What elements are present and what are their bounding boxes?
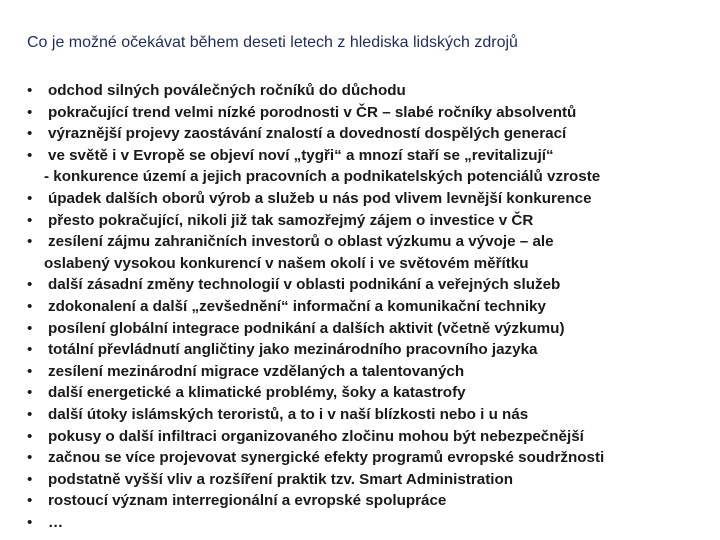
bullet-icon: • (27, 233, 33, 251)
bullet-icon: • (27, 82, 33, 99)
list-item-text: zesílení zájmu zahraničních investorů o oblast výzkumu a vývoje – ale (48, 233, 554, 251)
list-item (0, 123, 720, 145)
list-item (0, 469, 720, 491)
bullet-list (0, 80, 720, 533)
list-item (0, 296, 720, 318)
list-item-continuation (0, 253, 720, 275)
list-item (0, 404, 720, 426)
list-item-text: zesílení mezinárodní migrace vzdělaných a talentovaných (48, 362, 465, 380)
bullet-icon: • (27, 492, 33, 510)
slide-title: Co je možné očekávat během deseti letech z hlediska lidských zdrojů (27, 34, 518, 51)
list-item-text: další energetické a klimatické problémy, šoky a katastrofy (48, 384, 466, 402)
bullet-icon: • (27, 513, 33, 531)
list-item-text: pokusy o další infiltraci organizovaného zločinu mohou být nebezpečnější (48, 427, 584, 445)
list-item-text: zdokonalení a další „zevšednění“ informační a komunikační techniky (48, 297, 546, 315)
bullet-icon: • (27, 297, 33, 315)
list-item (0, 512, 720, 534)
list-item-text: začnou se více projevovat synergické efekty programů evropské soudržnosti (48, 449, 605, 467)
bullet-icon: • (27, 449, 33, 467)
list-item (0, 188, 720, 210)
bullet-icon: • (27, 341, 33, 359)
list-item-text: odchod silných poválečných ročníků do důchodu (48, 82, 406, 99)
bullet-icon: • (27, 384, 33, 402)
list-item-text: úpadek dalších oborů výrob a služeb u nás pod vlivem levnější konkurence (48, 189, 592, 207)
bullet-icon: • (27, 146, 33, 164)
list-item-text: ve světě i v Evropě se objeví noví „tygři“ a mnozí staří se „revitalizují“ (48, 146, 554, 164)
bullet-icon: • (27, 276, 33, 294)
list-item-text: … (48, 513, 64, 531)
list-item (0, 426, 720, 448)
list-item (0, 447, 720, 469)
list-item-text: rostoucí význam interregionální a evropské spolupráce (48, 492, 447, 510)
list-item (0, 274, 720, 296)
list-item (0, 361, 720, 383)
bullet-icon: • (27, 103, 33, 121)
list-item (0, 382, 720, 404)
list-item (0, 490, 720, 512)
list-item-text: další zásadní změny technologií v oblasti podnikání a veřejných služeb (48, 276, 561, 294)
list-item-text: pokračující trend velmi nízké porodnosti v ČR – slabé ročníky absolventů (48, 103, 577, 121)
list-item (0, 145, 720, 167)
bullet-icon: • (27, 319, 33, 337)
list-item-text: - konkurence území a jejich pracovních a podnikatelských potenciálů vzroste (44, 168, 601, 186)
bullet-icon: • (27, 211, 33, 229)
list-item (0, 318, 720, 340)
list-item-text: posílení globální integrace podnikání a dalších aktivit (včetně výzkumu) (48, 319, 565, 337)
bullet-icon: • (27, 125, 33, 143)
bullet-icon: • (27, 189, 33, 207)
list-item (0, 102, 720, 124)
list-item-text: výraznější projevy zaostávání znalostí a dovedností dospělých generací (48, 125, 567, 143)
list-item-continuation (0, 166, 720, 188)
list-item-text: totální převládnutí angličtiny jako mezinárodního pracovního jazyka (48, 341, 538, 359)
list-item-text: oslabený vysokou konkurencí v našem okolí i ve světovém měřítku (44, 254, 529, 272)
bullet-icon: • (27, 405, 33, 423)
list-item (0, 231, 720, 253)
list-item (0, 210, 720, 232)
list-item-text: podstatně vyšší vliv a rozšíření praktik tzv. Smart Administration (48, 470, 514, 488)
bullet-icon: • (27, 470, 33, 488)
list-item-text: další útoky islámských teroristů, a to i v naší blízkosti nebo i u nás (48, 405, 529, 423)
list-item (0, 339, 720, 361)
bullet-icon: • (27, 362, 33, 380)
bullet-icon: • (27, 427, 33, 445)
list-item (0, 80, 720, 102)
list-item-text: přesto pokračující, nikoli již tak samozřejmý zájem o investice v ČR (48, 211, 534, 229)
